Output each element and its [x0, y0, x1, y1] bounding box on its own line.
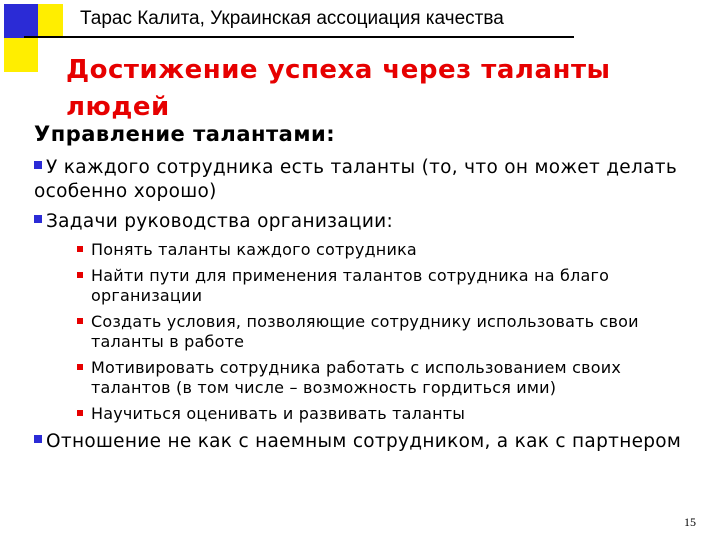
sub-bullet-text: Создать условия, позволяющие сотруднику использовать свои таланты в работе [91, 312, 639, 351]
sub-bullet-item [34, 266, 684, 306]
sub-bullet-item [34, 404, 684, 424]
section-heading: Управление талантами: [34, 122, 336, 146]
page-number: 15 [684, 515, 696, 529]
header-author-line: Тарас Калита, Украинская ассоциация качества [80, 8, 504, 29]
sub-bullet-text: Научиться оценивать и развивать таланты [91, 404, 466, 423]
square-bullet-icon [77, 246, 83, 252]
bullet-item [34, 156, 684, 204]
sub-bullet-item [34, 358, 684, 398]
bullet-text: Задачи руководства организации: [46, 211, 394, 232]
square-bullet-icon [34, 435, 42, 443]
sub-bullet-text: Найти пути для применения талантов сотрудника на благо организации [91, 266, 610, 305]
sub-bullet-text: Мотивировать сотрудника работать с использованием своих талантов (в том числе – возможность гордиться ими) [91, 358, 621, 397]
bullet-list [34, 156, 684, 460]
sub-bullet-item [34, 312, 684, 352]
bullet-item [34, 210, 684, 234]
bullet-text: Отношение не как с наемным сотрудником, а как с партнером [46, 431, 682, 452]
square-bullet-icon [77, 364, 83, 370]
corner-blue-square [4, 4, 38, 38]
sub-bullet-item [34, 240, 684, 260]
bullet-text: У каждого сотрудника есть таланты (то, что он может делать особенно хорошо) [34, 157, 678, 202]
square-bullet-icon [77, 272, 83, 278]
corner-yellow-square-top [38, 4, 63, 38]
corner-yellow-square-left [4, 38, 38, 72]
slide-title: Достижение успеха через таланты людей [66, 55, 611, 122]
square-bullet-icon [34, 161, 42, 169]
square-bullet-icon [77, 318, 83, 324]
header-divider [24, 36, 574, 38]
square-bullet-icon [34, 215, 42, 223]
square-bullet-icon [77, 410, 83, 416]
sub-bullet-text: Понять таланты каждого сотрудника [91, 240, 417, 259]
bullet-item [34, 430, 684, 454]
